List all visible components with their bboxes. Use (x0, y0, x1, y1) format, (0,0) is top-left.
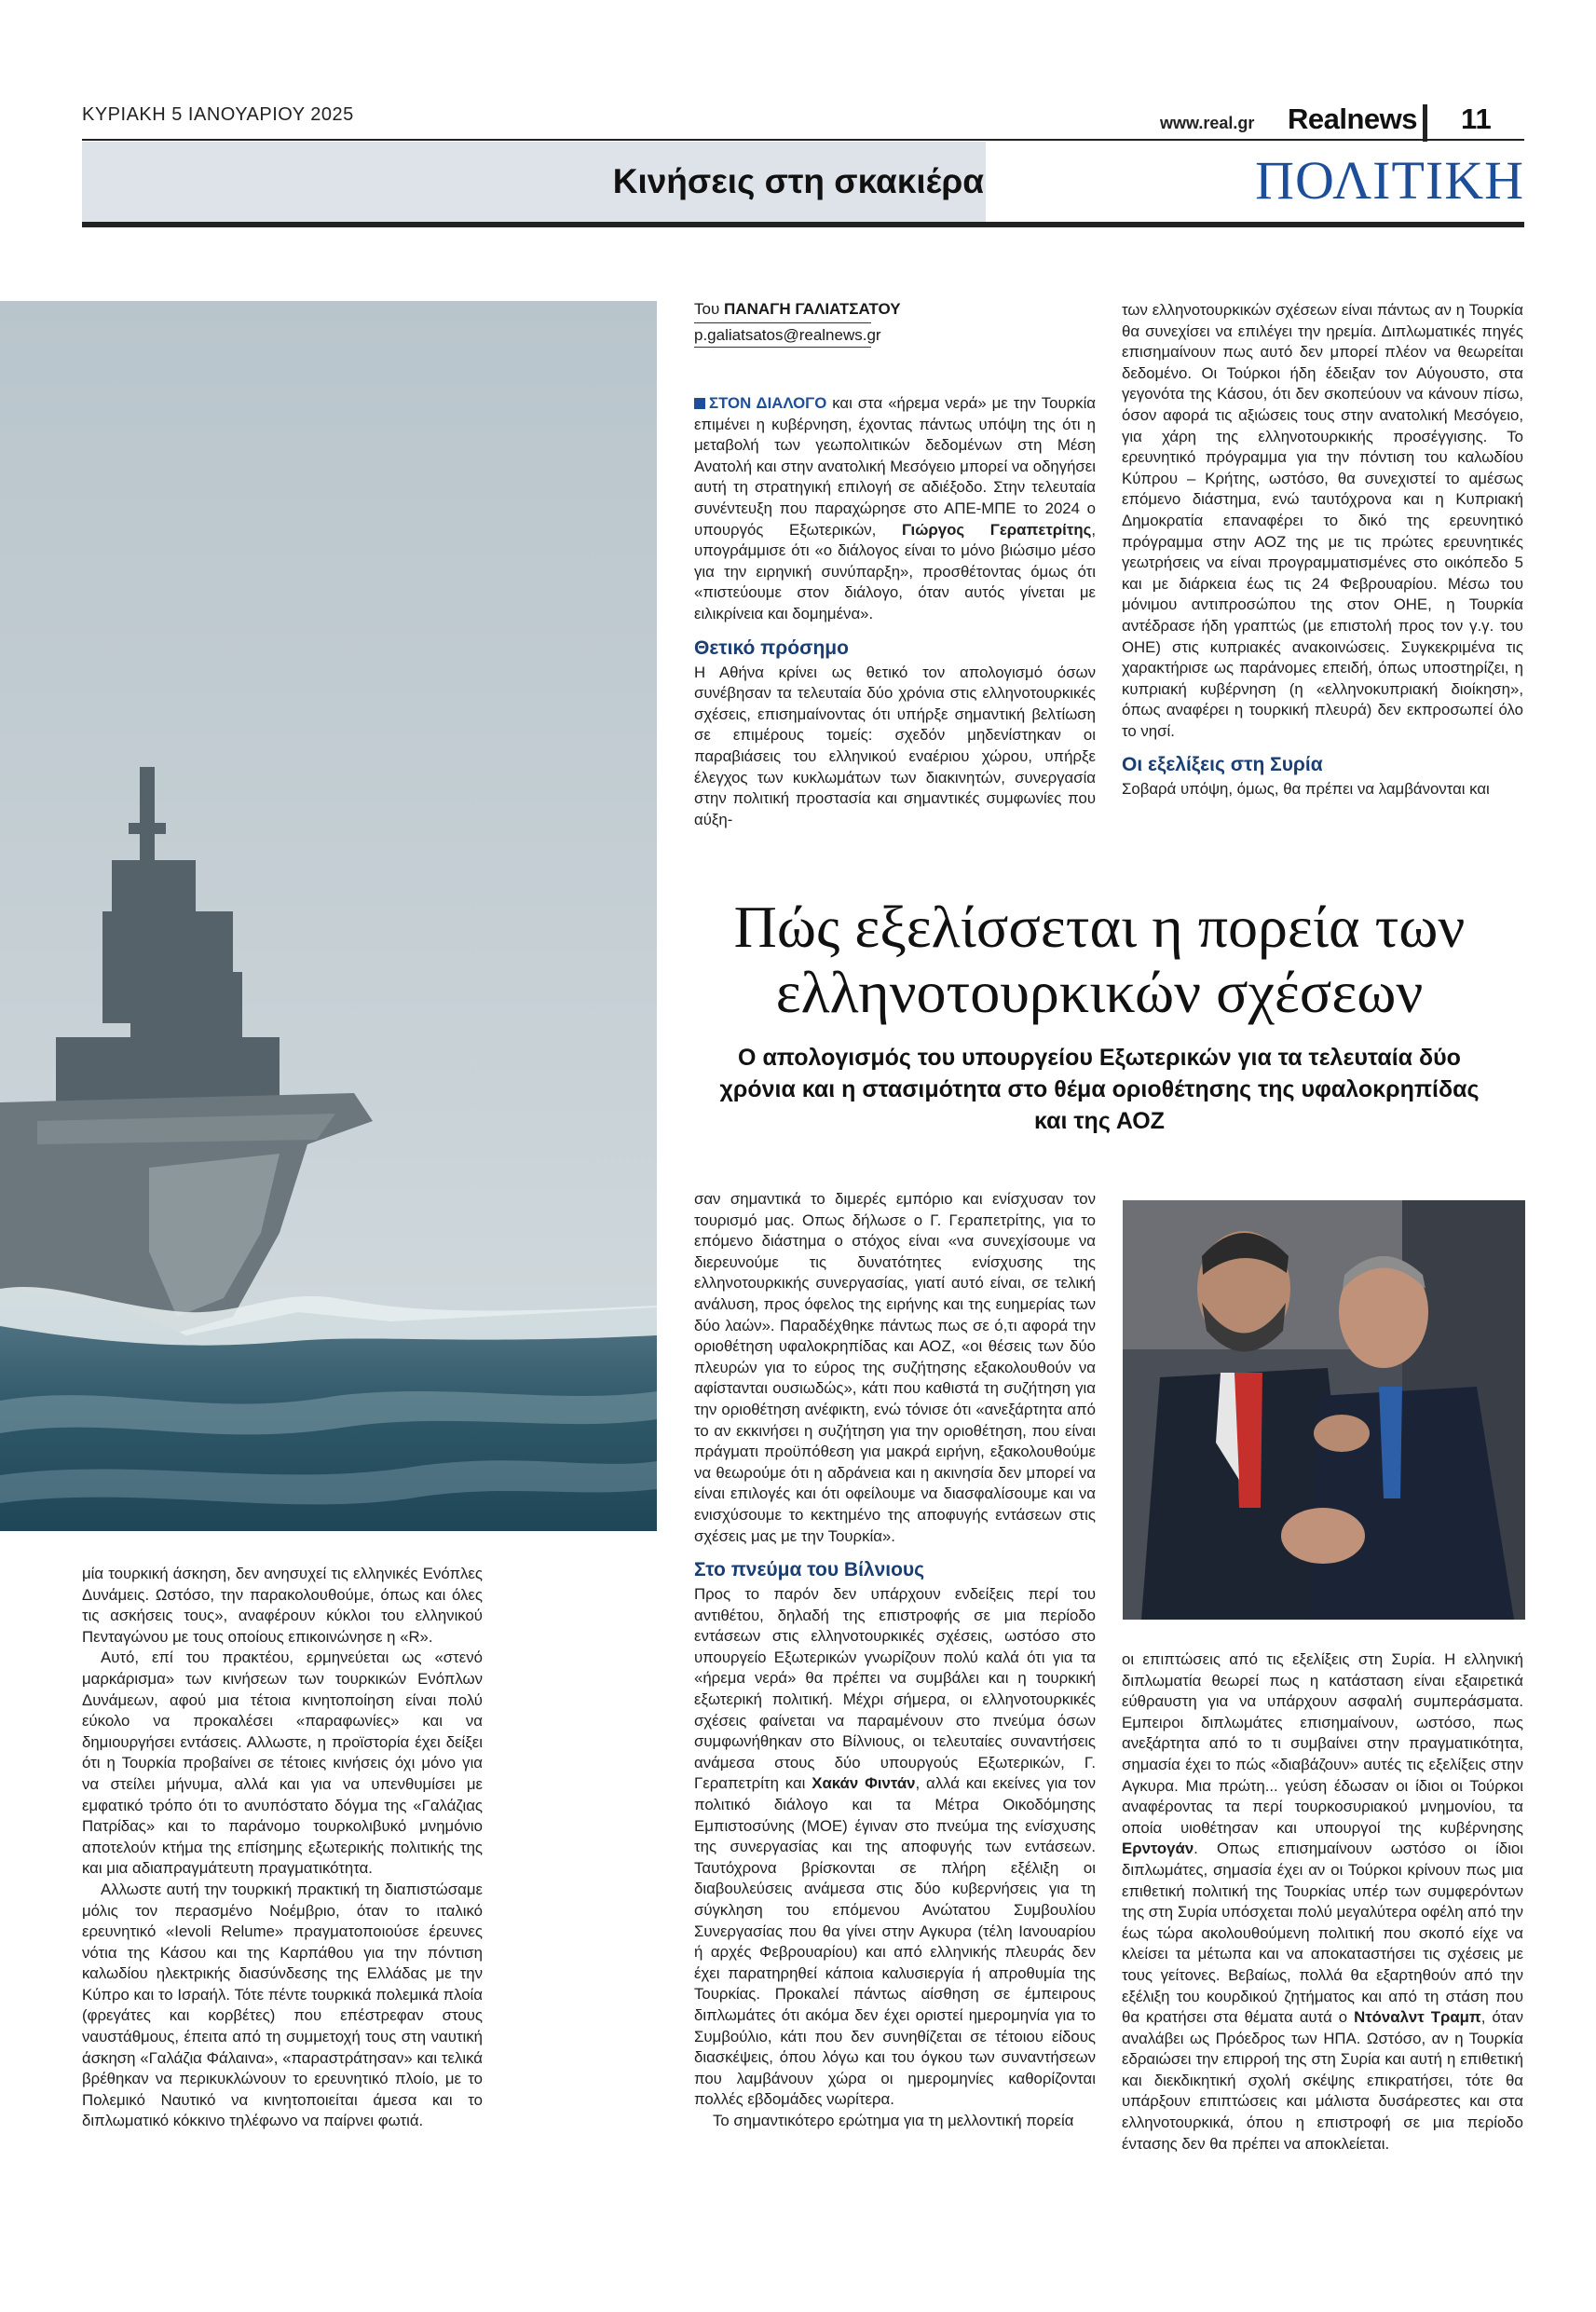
subheading: Θετικό πρόσημο (694, 636, 849, 659)
column-2-bottom (694, 1189, 1096, 2132)
ministers-handshake-photo (1123, 1200, 1525, 1620)
author-name: ΠΑΝΑΓΗ ΓΑΛΙΑΤΣΑΤΟΥ (724, 300, 901, 318)
column-2-top (694, 393, 1096, 830)
paragraph: μία τουρκική άσκηση, δεν ανησυχεί τις ελληνικές Ενόπλες Δυνάμεις. Ωστόσο, την παρακολουθούμε, όπως και όλες τις ασκήσεις τους», αναφέρουν κύκλοι του ελληνικού Πενταγώνου με τους οποίους επικοινώνησε η «R». (82, 1565, 483, 1646)
square-bullet-icon (694, 398, 705, 409)
paragraph: Το σημαντικότερο ερώτημα για τη μελλοντική πορεία (713, 2111, 1074, 2129)
author-email[interactable]: p.galiatsatos@realnews.gr (694, 326, 881, 344)
paragraph: σαν σημαντικά το διμερές εμπόριο και ενίσχυσαν τον τουρισμό μας. Οπως δήλωσε ο Γ. Γεραπετρίτης, για το επόμενο διάστημα ο στόχος είναι «να συνεχίσουμε να διερευνούμε τις δυνατότητες ενίσχυσης της ελληνοτουρκικής συνεργασίας, γιατί αυτό είναι, σε τελική ανάλυση, προς όφελος της ειρήνης και της ευημερίας των δύο λαών». Παραδέχθηκε πάντως πως σε ό,τι αφορά την οριοθέτηση υφαλοκρηπίδας και ΑΟΖ, «οι θέσεις των δύο πλευρών για το εύρος της συζήτησης εξακολουθούν να αφίστανται ουσιωδώς», κάτι που καθιστά τη συζήτηση για την οριοθέτηση ανέφικτη, ενώ τόνισε ότι «ανεξάρτητα από το αν εκκινήσει η συζήτηση για την οριοθέτηση, που είναι πράγματι προϋπόθεση για μακρά ειρήνη, εξακολουθούμε να θεωρούμε ότι η αδράνεια και η ακινησία δεν μπορεί να είναι επιλογές και ότι οφείλουμε να διασφαλίσουμε και να ενισχύσουμε το κεκτημένο της αποφυγής εντάσεων στις σχέσεις μας με την Τουρκία». (694, 1190, 1096, 1545)
lead-word: ΣΤΟΝ ΔΙΑΛΟΓΟ (709, 394, 827, 412)
column-3-bottom (1122, 1649, 1523, 2155)
site-url[interactable]: www.real.gr (1160, 114, 1255, 132)
section-title: ΠΟΛΙΤΙΚΗ (1255, 150, 1524, 211)
paragraph: οι επιπτώσεις από τις εξελίξεις στη Συρία. Η ελληνική διπλωματία θεωρεί πως η κατάσταση είναι εξαιρετικά εύθραυστη για να υπάρχουν ασφαλή συμπεράσματα. Εμπειροι διπλωμάτες επισημαίνουν, ωστόσο, πως ανεξάρτητα από το τι συμβαίνει στην πραγματικότητα, σημασία έχει το πώς «διαβάζουν» αυτές τις εξελίξεις στην Αγκυρα. Μια πρώτη... γεύση έδωσαν οι ίδιοι οι Τούρκοι αναφέροντας τα περί τουρκοσυριακού μνημονίου, τα οποία υιοθέτησαν και υπουργοί της κυβέρνησης Ερντογάν. Οπως επισημαίνουν ωστόσο οι ίδιοι διπλωμάτες, σημασία έχει αν οι Τούρκοι κρίνουν πως μια επιθετική πολιτική της Τουρκίας υπέρ των συμφερόντων της στη Συρία υπόσχεται πολύ μεγαλύτερα οφέλη από την έως τώρα ακολουθούμενη πολιτική που σκοπό είχε να κλείσει τα μέτωπα και να αποκαταστήσει τις σχέσεις με τους γείτονες. Βεβαίως, πολλά θα εξαρτηθούν από την εξέλιξη του κουρδικού ζητήματος και από τη στάση που θα κρατήσει στα θέματα αυτά ο Ντόναλντ Τραμπ, όταν αναλάβει ως Πρόεδρος των ΗΠΑ. Ωστόσο, αν η Τουρκία εδραιώσει την επιρροή της στη Συρία και αυτή η επιθετική και διεκδικητική σχολή σκέψης επικρατήσει, τότε θα υπάρξουν επιπτώσεις και μάλιστα δυσάρεστες και στα ελληνοτουρκικά, όπου η επιστροφή σε μια περίοδο έντασης δεν θα πρέπει να αποκλείεται. (1122, 1650, 1523, 2153)
header-rule (82, 139, 1524, 141)
kicker-text: Κινήσεις στη σκακιέρα (612, 162, 984, 200)
paragraph: Η Αθήνα κρίνει ως θετικό τον απολογισμό όσων συνέβησαν τα τελευταία δύο χρόνια στις ελληνοτουρκικές σχέσεις, επισημαίνοντας ότι υπήρξε σημαντική βελτίωση σε επιμέρους τομείς: σχεδόν μηδενίστηκαν οι παραβιάσεις του ελληνικού εναέριου χώρου, υπήρξε έλεγχος των κυκλωμάτων των διακινητών, συνεργασία στην πολιτική προστασία και σημαντικές συμφωνίες που αύξη- (694, 663, 1096, 828)
paragraph: Αυτό, επί του πρακτέου, ερμηνεύεται ως «στενό μαρκάρισμα» των κινήσεων των τουρκικών Ενόπλων Δυνάμεων, αφού μια τέτοια κινητοποίηση είναι πολύ εύκολο να προκαλέσει «παραφωνίες» και να δημιουργήσει εντάσεις. Αλλωστε, η προϊστορία έχει δείξει ότι η Τουρκία προβαίνει σε τέτοιες κινήσεις όχι μόνο για να στείλει μήνυμα, αλλά και για να υπενθυμίσει με εμφατικό τρόπο ότι το ανυπόστατο δόγμα της «Γαλάζιας Πατρίδας» και το παράνομο τουρκολιβυκό μνημόνιο αποτελούν κτήμα της επίσημης εξωτερικής πολιτικής της και μια αδιαπραγμάτευτη πραγματικότητα. (82, 1648, 483, 1878)
lead-paragraph: ΣΤΟΝ ΔΙΑΛΟΓΟ και στα «ήρεμα νερά» με την Τουρκία επιμένει η κυβέρνηση, έχοντας πάντως υπόψη της ότι η μεταβολή των γεωπολιτικών δεδομένων στη Μέση Ανατολή και στην ανατολική Μεσόγειο μπορεί να οδηγήσει αυτή τη στρατηγική επιλογή σε αδιέξοδο. Στην τελευταία συνέντευξη που παραχώρησε στο ΑΠΕ-ΜΠΕ το 2024 ο υπουργός Εξωτερικών, Γιώργος Γεραπετρίτης, υπογράμμισε ότι «ο διάλογος είναι το μόνο βιώσιμο μέσο για την ειρηνική συνύπαρξη», προσθέτοντας όμως ότι «πιστεύουμε στον διάλογο, όταν αυτός γίνεται με ειλικρίνεια και δομημένα». (694, 394, 1096, 622)
byline-rule (694, 322, 871, 323)
brand-divider (1423, 104, 1427, 142)
brand-logo: Realnews (1288, 103, 1418, 135)
paragraph: Προς το παρόν δεν υπάρχουν ενδείξεις περί του αντιθέτου, δηλαδή της επιστροφής σε μια περίοδο εντάσεων στις ελληνοτουρκικές σχέσεις, ωστόσο στο υπουργείο Εξωτερικών γνωρίζουν πολύ καλά ότι για τα «ήρεμα νερά» θα πρέπει να συμβάλει και η τουρκική εξωτερική πολιτική. Μέχρι σήμερα, οι ελληνοτουρκικές σχέσεις φαίνεται να παραμένουν στο πνεύμα όσων συμφωνήθηκαν στο Βίλνιους, οι τελευταίες συναντήσεις ανάμεσα στους δύο υπουργούς Εξωτερικών, Γ. Γεραπετρίτη και Χακάν Φιντάν, αλλά και εκείνες για τον πολιτικό διάλογο και τα Μέτρα Οικοδόμησης Εμπιστοσύνης (ΜΟΕ) έγιναν στο πνεύμα της ενίσχυσης της συνεργασίας και της αποφυγής των εντάσεων. Ταυτόχρονα βρίσκονται σε πλήρη εξέλιξη οι διαβουλεύσεις ανάμεσα στις δύο κυβερνήσεις για τη σύγκληση του επόμενου Ανώτατου Συμβουλίου Συνεργασίας που θα γίνει στην Αγκυρα (τέλη Ιανουαρίου ή αρχές Φεβρουαρίου) και από ελληνικής πλευράς δεν έχει παρατηρηθεί κάποια καλυσιεργία ή απροθυμία της Τουρκίας. Προκαλεί πάντως αίσθηση σε έμπειρους διπλωμάτες ότι ακόμα δεν έχει οριστεί ημερομηνία για το Συμβούλιο, κάτι που δεν συνηθίζεται σε τέτοιου είδους διασκέψεις, όπου λόγω και του όγκου των συναντήσεων που λαμβάνουν χώρα οι ημερομηνίες καθορίζονται πολλές εβδομάδες νωρίτερα. (694, 1585, 1097, 2109)
byline (694, 300, 901, 319)
paragraph: Σοβαρά υπόψη, όμως, θα πρέπει να λαμβάνονται και (1122, 780, 1490, 799)
aircraft-carrier-photo (0, 301, 657, 1531)
headline: Πώς εξελίσσεται η πορεία των ελληνοτουρκικών σχέσεων (733, 894, 1466, 1025)
paragraph: των ελληνοτουρκικών σχέσεων είναι πάντως αν η Τουρκία θα συνεχίσει να επιλέγει την ηρεμία. Διπλωματικές πηγές επισημαίνουν πως αυτό δεν μπορεί πλέον να θεωρείται δεδομένο. Οι Τούρκοι ήδη έδειξαν τον Αύγουστο, στα γεγονότα της Κάσου, ότι δεν σκοπεύουν να κάνουν πίσω, όσον αφορά τις αξιώσεις τους στην ανατολική Μεσόγειο, για χάρη της ελληνοτουρκικής προσέγγισης. Το ερευνητικό πρόγραμμα για την πόντιση του καλωδίου Κύπρου – Κρήτης, ωστόσο, θα συνεχιστεί το αμέσως επόμενο διάστημα, ενώ ταυτόχρονα και η Κυπριακή Δημοκρατία επαναφέρει το δικό της ερευνητικό πρόγραμμα στην ΑΟΖ της με τις πρώτες ερευνητικές γεωτρήσεις να είναι προγραμματισμένες στο οικόπεδο 5 και με διάρκεια έως τις 24 Φεβρουαρίου. Μέσω του μόνιμου αντιπροσώπου της στον ΟΗΕ, η Τουρκία αντέδρασε ήδη γραπτώς (με επιστολή προς τον γ.γ. του ΟΗΕ) στις κυπριακές ανακοινώσεις. Συγκεκριμένα τις χαρακτήρισε ως παράνομες επειδή, όπως υποστηρίζει, η κυπριακή κυβέρνηση (η «ελληνοκυπριακή διοίκηση», όπως αναφέρει η τουρκική πλευρά) δεν εκπροσωπεί όλο το νησί. (1122, 301, 1523, 740)
paragraph: Αλλωστε αυτή την τουρκική πρακτική τη διαπιστώσαμε μόλις τον περασμένο Νοέμβριο, όταν το ιταλικό ερευνητικό «Ievoli Relume» πραγματοποιούσε έρευνες νότια της Κάσου και της Καρπάθου για την πόντιση καλωδίου ηλεκτρικής διασύνδεσης της Ελλάδας με την Κύπρο και το Ισραήλ. Τότε πέντε τουρκικά πολεμικά πλοία (φρεγάτες και κορβέτες) που επέστρεφαν στους ναυστάθμους, έπειτα από τη συμμετοχή τους στη ναυτική άσκηση «Γαλάζια Φάλαινα», «παραστράτησαν» και τελικά βρέθηκαν να περικυκλώνουν το ερευνητικό πλοίο, με το Πολεμικό Ναυτικό να κινητοποιείται άμεσα και το διπλωματικό κόκκινο τηλέφωνο να παίρνει φωτιά. (82, 1880, 483, 2130)
section-kicker (82, 142, 984, 222)
column-1-bottom (82, 1564, 483, 2132)
byline-rule-bottom (694, 347, 871, 348)
page-number: 11 (1461, 103, 1492, 135)
subheading: Οι εξελίξεις στη Συρία (1122, 754, 1323, 776)
byline-prefix: Του (694, 300, 720, 318)
subheadline: Ο απολογισμός του υπουργείου Εξωτερικών για τα τελευταία δύο χρόνια και η στασιμότητα στο θέμα οριοθέτησης της υφαλοκρηπίδας και της ΑΟΖ (719, 1045, 1480, 1134)
header-thick-rule (82, 222, 1524, 227)
issue-date: ΚΥΡΙΑΚΗ 5 ΙΑΝΟΥΑΡΙΟΥ 2025 (82, 104, 354, 125)
subheading: Στο πνεύμα του Βίλνιους (694, 1559, 925, 1581)
column-3-top (1122, 300, 1523, 800)
